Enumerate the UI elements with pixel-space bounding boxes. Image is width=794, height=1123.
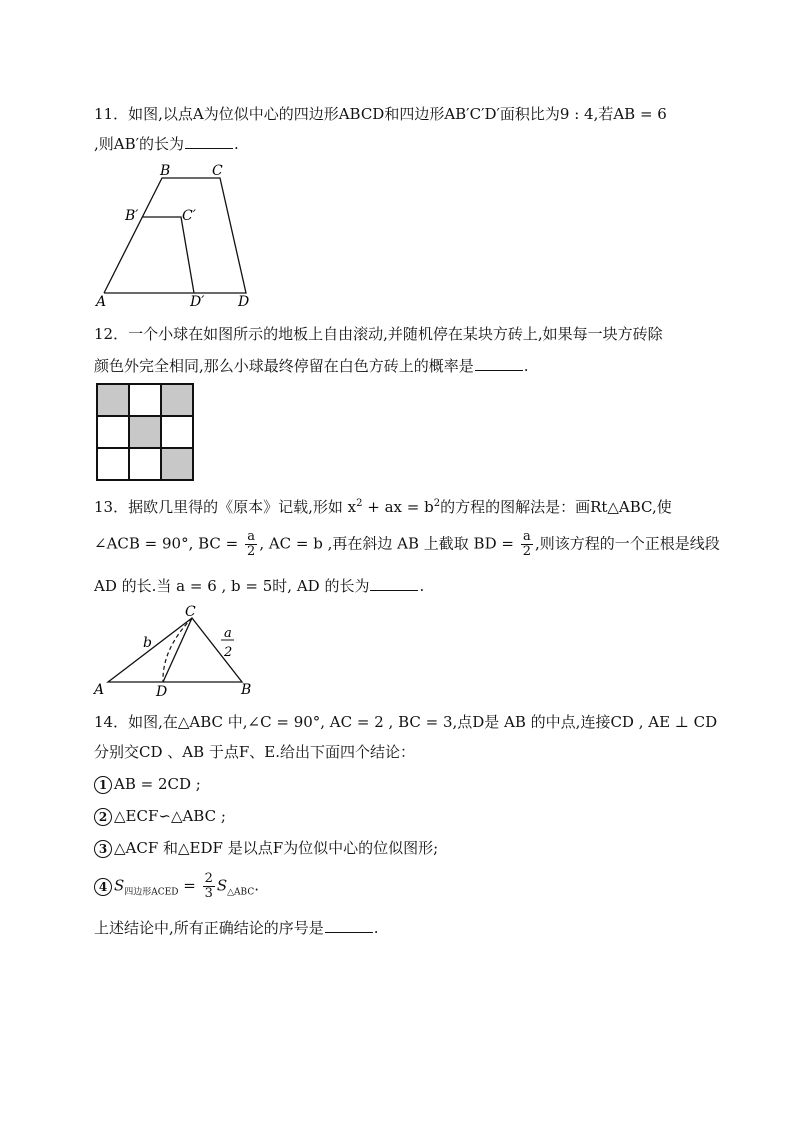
tile-white: [97, 416, 129, 448]
tile-white: [97, 448, 129, 480]
q13-label-a-den: 2: [224, 645, 233, 660]
q13-frac-bd-den: 2: [522, 544, 532, 559]
tile-gray: [97, 384, 129, 416]
q13-label-d: D: [156, 684, 168, 700]
q13-line1-b: + ax = b: [362, 498, 434, 516]
q11-figure: [94, 160, 264, 310]
q13-label-a-num: a: [224, 626, 232, 641]
q13-figure: [92, 604, 262, 700]
q14-item-4-frac-den: 3: [204, 886, 213, 901]
q12-line2-suffix: .: [523, 357, 529, 375]
q13-label-a: A: [94, 682, 105, 698]
q13-triangle-abc: [108, 618, 242, 682]
q11-quad-abcd: [104, 178, 246, 293]
q11-label-d: D: [238, 294, 250, 310]
q14-item-4-frac-num: 2: [204, 871, 213, 886]
q13-line3-prefix: AD 的长.当 a = 6 , b = 5时, AD 的长为: [94, 577, 370, 595]
q14-item-4: [94, 872, 259, 903]
q13-line2: [94, 530, 720, 559]
q14-item-3-number: 3: [94, 840, 112, 858]
q13-line3: [94, 576, 424, 596]
q14-item-4-eq: =: [178, 876, 196, 895]
q14-item-4-sub2: △ABC: [227, 887, 255, 898]
q13-frac-bc-den: 2: [247, 544, 256, 559]
q13-line3-suffix: .: [419, 577, 425, 595]
q14-item-2-text: △ECF∽△ABC ;: [114, 807, 226, 825]
q13-label-b: B: [241, 682, 252, 698]
tile-gray: [161, 384, 193, 416]
q12-line2-prefix: 颜色外完全相同,那么小球最终停留在白色方砖上的概率是: [94, 357, 474, 375]
q12-tile-grid: [96, 383, 194, 481]
tile-white: [129, 448, 161, 480]
q13-sup1: 2: [356, 498, 363, 509]
q12-line1: 12．一个小球在如图所示的地板上自由滚动,并随机停在某块方砖上,如果每一块方砖除: [94, 325, 663, 343]
q11-line2-suffix: .: [234, 135, 239, 153]
q13-frac-bc: [245, 530, 257, 559]
q11-line2-prefix: ,则AB′的长为: [94, 135, 185, 153]
q14-item-1-text: AB = 2CD ;: [114, 775, 201, 793]
q14-item-4-s2: S: [216, 876, 228, 895]
q11-label-b1: B′: [125, 208, 139, 224]
q14-final-suffix: .: [373, 919, 379, 937]
q13-line2-b: , AC = b ,再在斜边 AB 上截取 BD =: [259, 534, 514, 553]
q14-final: [94, 918, 379, 938]
q13-sup2: 2: [433, 498, 441, 509]
q14-item-1-number: 1: [94, 776, 112, 794]
q11-line1: 11．如图,以点A为位似中心的四边形ABCD和四边形AB′C′D′面积比为9 : 4,若AB = 6: [94, 105, 667, 123]
q13-label-c: C: [185, 604, 196, 620]
q12-answer-blank[interactable]: [475, 356, 523, 371]
q14-final-prefix: 上述结论中,所有正确结论的序号是: [94, 919, 324, 937]
tile-gray: [129, 416, 161, 448]
q14-line1: 14．如图,在△ABC 中,∠C = 90°, AC = 2 , BC = 3,点D是 AB 的中点,连接CD , AE ⊥ CD: [94, 713, 718, 731]
q13-line1-c: 的方程的图解法是：画Rt△ABC,使: [440, 498, 672, 516]
tile-white: [129, 384, 161, 416]
q14-item-2: [94, 806, 226, 826]
q13-line1-a: 13．据欧几里得的《原本》记载,形如 x: [94, 498, 357, 516]
q13-label-b-side: b: [143, 635, 152, 651]
q14-answer-blank[interactable]: [325, 918, 373, 933]
q14-item-4-end: .: [254, 876, 260, 895]
q13-frac-bc-num: a: [247, 529, 256, 544]
q14-item-4-sub1: 四边形ACED: [124, 887, 179, 898]
q13-line2-c: ,则该方程的一个正根是线段: [535, 534, 720, 553]
q14-item-4-frac: [203, 872, 215, 901]
q11-quad-ab1c1d1: [142, 217, 194, 293]
q11-line2: [94, 134, 239, 154]
q13-frac-bd-num: a: [522, 529, 531, 544]
q14-item-4-s: S: [114, 876, 125, 895]
q13-segment-cd: [163, 618, 192, 682]
q13-answer-blank[interactable]: [370, 576, 418, 591]
q11-label-a: A: [96, 294, 107, 310]
q12-line2: [94, 356, 529, 376]
q11-label-d1: D′: [190, 294, 205, 310]
q14-item-1: [94, 774, 201, 794]
q13-frac-bd: [521, 530, 533, 559]
q14-item-2-number: 2: [94, 808, 112, 826]
tile-white: [161, 416, 193, 448]
q11-label-c: C: [212, 163, 223, 179]
q11-label-b: B: [160, 163, 171, 179]
q13-line1: [94, 494, 672, 517]
q14-line2: 分别交CD 、AB 于点F、E.给出下面四个结论：: [94, 743, 416, 761]
q14-item-4-number: 4: [94, 878, 112, 896]
q13-line2-a: ∠ACB = 90°, BC =: [94, 534, 239, 553]
q11-answer-blank[interactable]: [185, 134, 233, 149]
q14-item-3: [94, 838, 438, 858]
tile-gray: [161, 448, 193, 480]
q11-label-c1: C′: [182, 208, 196, 224]
q14-item-3-text: △ACF 和△EDF 是以点F为位似中心的位似图形;: [114, 839, 439, 857]
